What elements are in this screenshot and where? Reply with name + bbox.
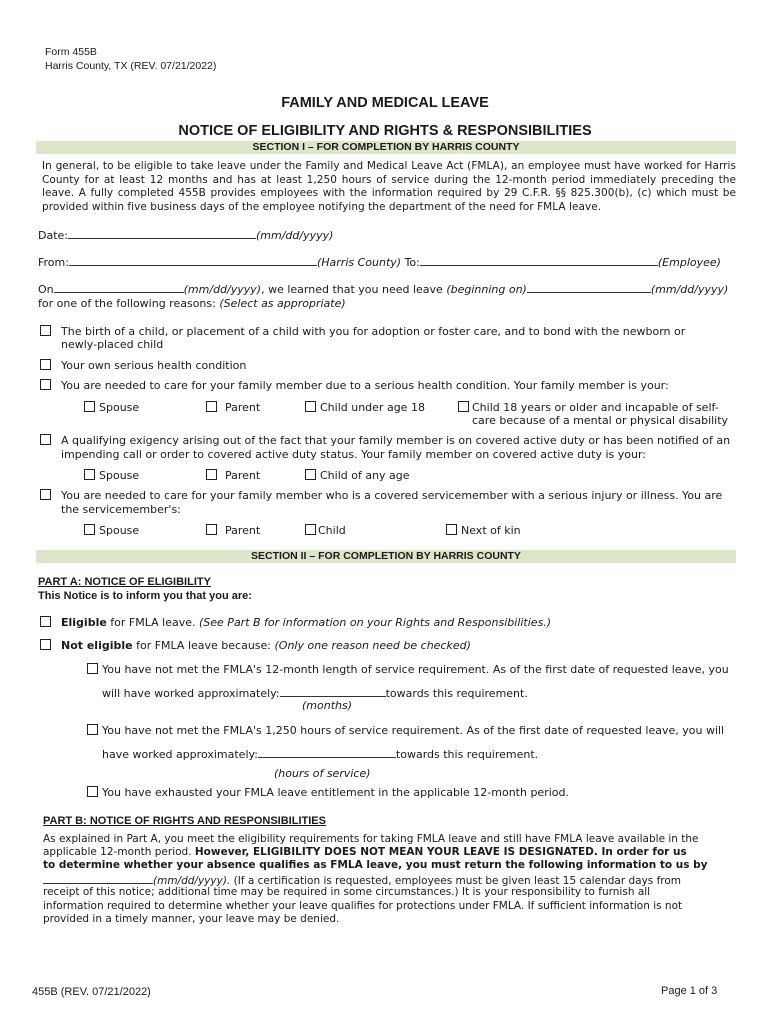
beginning-date-hint: (mm/dd/yyyy) — [650, 283, 729, 296]
reasons-row — [38, 297, 346, 311]
reason-own-text: Your own serious health condition — [61, 359, 247, 372]
reason-birth-text-2: newly-placed child — [61, 338, 164, 351]
family-spouse-checkbox[interactable] — [84, 401, 95, 412]
family-parent-checkbox[interactable] — [206, 401, 217, 412]
reason-own-checkbox[interactable] — [40, 359, 51, 370]
not-eligible-bold: Not eligible — [61, 639, 133, 652]
footer-form-revision: 455B (REV. 07/21/2022) — [32, 986, 151, 998]
reason-family-text: You are needed to care for your family member due to a serious health condition. Your family member is your: — [61, 379, 669, 392]
to-hint: (Employee) — [657, 256, 721, 269]
family-child-over-18-label-2: care because of a mental or physical disability — [472, 414, 729, 427]
exigency-parent-label: Parent — [225, 469, 261, 482]
exigency-spouse-checkbox[interactable] — [84, 469, 95, 480]
service-child-checkbox[interactable] — [305, 524, 316, 535]
section-1-intro: In general, to be eligible to take leave under the Family and Medical Leave Act (FMLA), an employee must have worked for Harris County for at least 12 months and has at least 1,250 hours of service during the 12-month period immediately preceding the leave. A fully completed 455B provides employees with the information required by 29 C.F.R. §§ 825.300(b), (c) which must be provided within five business days of the employee notifying the department of the need for FMLA leave. — [42, 160, 736, 213]
exigency-spouse-label: Spouse — [99, 469, 140, 482]
reason-months-label: will have worked approximately: — [102, 687, 280, 700]
part-b-line-2b: However, ELIGIBILITY DOES NOT MEAN YOUR LEAVE IS DESIGNATED. In order for us — [194, 846, 687, 858]
family-parent-label: Parent — [225, 401, 261, 414]
to-field[interactable] — [420, 255, 658, 266]
hours-worked-field[interactable] — [258, 747, 396, 758]
eligible-row — [61, 616, 551, 630]
reasons-label: for one of the following reasons: — [38, 297, 216, 310]
learned-date-hint: (mm/dd/yyyy) — [183, 283, 262, 296]
family-child-over-18-label: Child 18 years or older and incapable of self- — [472, 401, 719, 414]
not-eligible-row — [61, 639, 471, 653]
part-b-line-2 — [43, 846, 687, 859]
beginning-date-field[interactable] — [527, 282, 651, 293]
exigency-child-checkbox[interactable] — [305, 469, 316, 480]
reason-servicemember-text-2: the servicemember's: — [61, 503, 181, 516]
page-title: FAMILY AND MEDICAL LEAVE — [281, 95, 489, 111]
reason-exhausted-checkbox[interactable] — [87, 786, 98, 797]
family-child-over-18-checkbox[interactable] — [458, 401, 469, 412]
exigency-child-label: Child of any age — [320, 469, 410, 482]
eligible-bold: Eligible — [61, 616, 107, 629]
reason-months-checkbox[interactable] — [87, 663, 98, 674]
part-b-line-4-rest: (If a certification is requested, employees must be given least 15 calendar days from — [233, 875, 682, 887]
part-b-line-2a: applicable 12-month period. — [43, 846, 192, 858]
on-mid-text: , we learned that you need leave — [261, 283, 443, 296]
reason-hours-tail: towards this requirement. — [395, 748, 539, 761]
months-worked-field[interactable] — [280, 686, 386, 697]
reason-exigency-text-2: impending call or order to covered active duty status. Your family member on covered active duty is your: — [61, 448, 646, 461]
reason-exigency-text: A qualifying exigency arising out of the fact that your family member is on covered active duty or has been notified of an — [61, 434, 731, 447]
part-b-title-text: PART B: NOTICE OF RIGHTS AND RESPONSIBILITIES — [43, 815, 326, 827]
service-parent-checkbox[interactable] — [206, 524, 217, 535]
page-number: Page 1 of 3 — [661, 985, 718, 997]
family-child-under-18-label: Child under age 18 — [320, 401, 425, 414]
reason-servicemember-text: You are needed to care for your family member who is a covered servicemember with a serious injury or illness. You are — [61, 489, 723, 502]
beginning-hint: (beginning on) — [446, 283, 527, 296]
reason-hours-checkbox[interactable] — [87, 724, 98, 735]
on-row — [38, 282, 728, 297]
reason-hours-label: have worked approximately: — [102, 748, 258, 761]
reason-servicemember-checkbox[interactable] — [40, 489, 51, 500]
learned-date-field[interactable] — [54, 282, 184, 293]
date-row — [38, 228, 333, 243]
part-a-title-text: PART A: NOTICE OF ELIGIBILITY — [38, 576, 211, 588]
family-child-under-18-checkbox[interactable] — [305, 401, 316, 412]
hours-hint: (hours of service) — [274, 767, 371, 780]
form-revision: Harris County, TX (REV. 07/21/2022) — [45, 60, 217, 72]
from-field[interactable] — [69, 255, 317, 266]
service-spouse-checkbox[interactable] — [84, 524, 95, 535]
part-b-line-5: receipt of this notice; additional time may be required in some circumstances.) It is your responsibility to furnish all — [43, 886, 651, 898]
eligible-checkbox[interactable] — [40, 616, 51, 627]
family-spouse-label: Spouse — [99, 401, 140, 414]
part-a-subtitle: This Notice is to inform you that you are: — [38, 590, 252, 602]
eligible-hint: (See Part B for information on your Rights and Responsibilities.) — [199, 616, 552, 629]
return-by-hint: (mm/dd/yyyy). — [153, 875, 231, 887]
exigency-parent-checkbox[interactable] — [206, 469, 217, 480]
reason-hours-text: You have not met the FMLA's 1,250 hours of service requirement. As of the first date of requested leave, you will — [102, 724, 725, 737]
reason-months-tail: towards this requirement. — [385, 687, 528, 700]
service-parent-label: Parent — [225, 524, 261, 537]
part-b-line-6: information required to determine whether your leave qualifies for protections under FMLA. If sufficient information is not — [43, 900, 683, 912]
date-hint: (mm/dd/yyyy) — [256, 229, 334, 242]
eligible-rest: for FMLA leave. — [106, 616, 196, 629]
service-child-label: Child — [318, 524, 346, 537]
service-next-of-kin-checkbox[interactable] — [446, 524, 457, 535]
reason-birth-text: The birth of a child, or placement of a child with you for adoption or foster care, and to bond with the newborn or — [61, 325, 686, 338]
reason-family-checkbox[interactable] — [40, 379, 51, 390]
reason-hours-row — [102, 747, 538, 762]
part-b-line-3: to determine whether your absence qualifies as FMLA leave, you must return the following information to us by — [43, 859, 708, 871]
reason-exigency-checkbox[interactable] — [40, 434, 51, 445]
service-spouse-label: Spouse — [99, 524, 140, 537]
months-hint: (months) — [302, 699, 353, 712]
form-number: Form 455B — [45, 46, 97, 58]
from-hint: (Harris County) — [316, 256, 402, 269]
reason-months-text: You have not met the FMLA's 12-month length of service requirement. As of the first date of requested leave, you — [102, 663, 729, 676]
section-1-band: SECTION I – FOR COMPLETION BY HARRIS COUNTY — [36, 141, 736, 154]
section-2-band: SECTION II – FOR COMPLETION BY HARRIS COUNTY — [36, 550, 736, 563]
not-eligible-hint: (Only one reason need be checked) — [274, 639, 471, 652]
from-to-row — [38, 255, 721, 270]
date-field[interactable] — [68, 228, 256, 239]
return-by-date-field[interactable] — [43, 873, 153, 884]
page-subtitle: NOTICE OF ELIGIBILITY AND RIGHTS & RESPONSIBILITIES — [178, 123, 592, 139]
part-b-line-1: As explained in Part A, you meet the eligibility requirements for taking FMLA leave and still have FMLA leave available in the — [43, 833, 699, 845]
date-label: Date: — [38, 229, 68, 242]
not-eligible-rest: for FMLA leave because: — [132, 639, 272, 652]
reason-exhausted-text: You have exhausted your FMLA leave entitlement in the applicable 12-month period. — [102, 786, 569, 799]
reason-birth-checkbox[interactable] — [40, 325, 51, 336]
service-next-of-kin-label: Next of kin — [461, 524, 521, 537]
part-b-line-7: provided in a timely manner, your leave may be denied. — [43, 913, 340, 925]
to-label: To: — [404, 256, 420, 269]
not-eligible-checkbox[interactable] — [40, 639, 51, 650]
part-b-title — [43, 815, 326, 827]
part-a-title — [38, 576, 211, 588]
on-label: On — [38, 283, 54, 296]
reasons-hint: (Select as appropriate) — [219, 297, 346, 310]
from-label: From: — [38, 256, 69, 269]
